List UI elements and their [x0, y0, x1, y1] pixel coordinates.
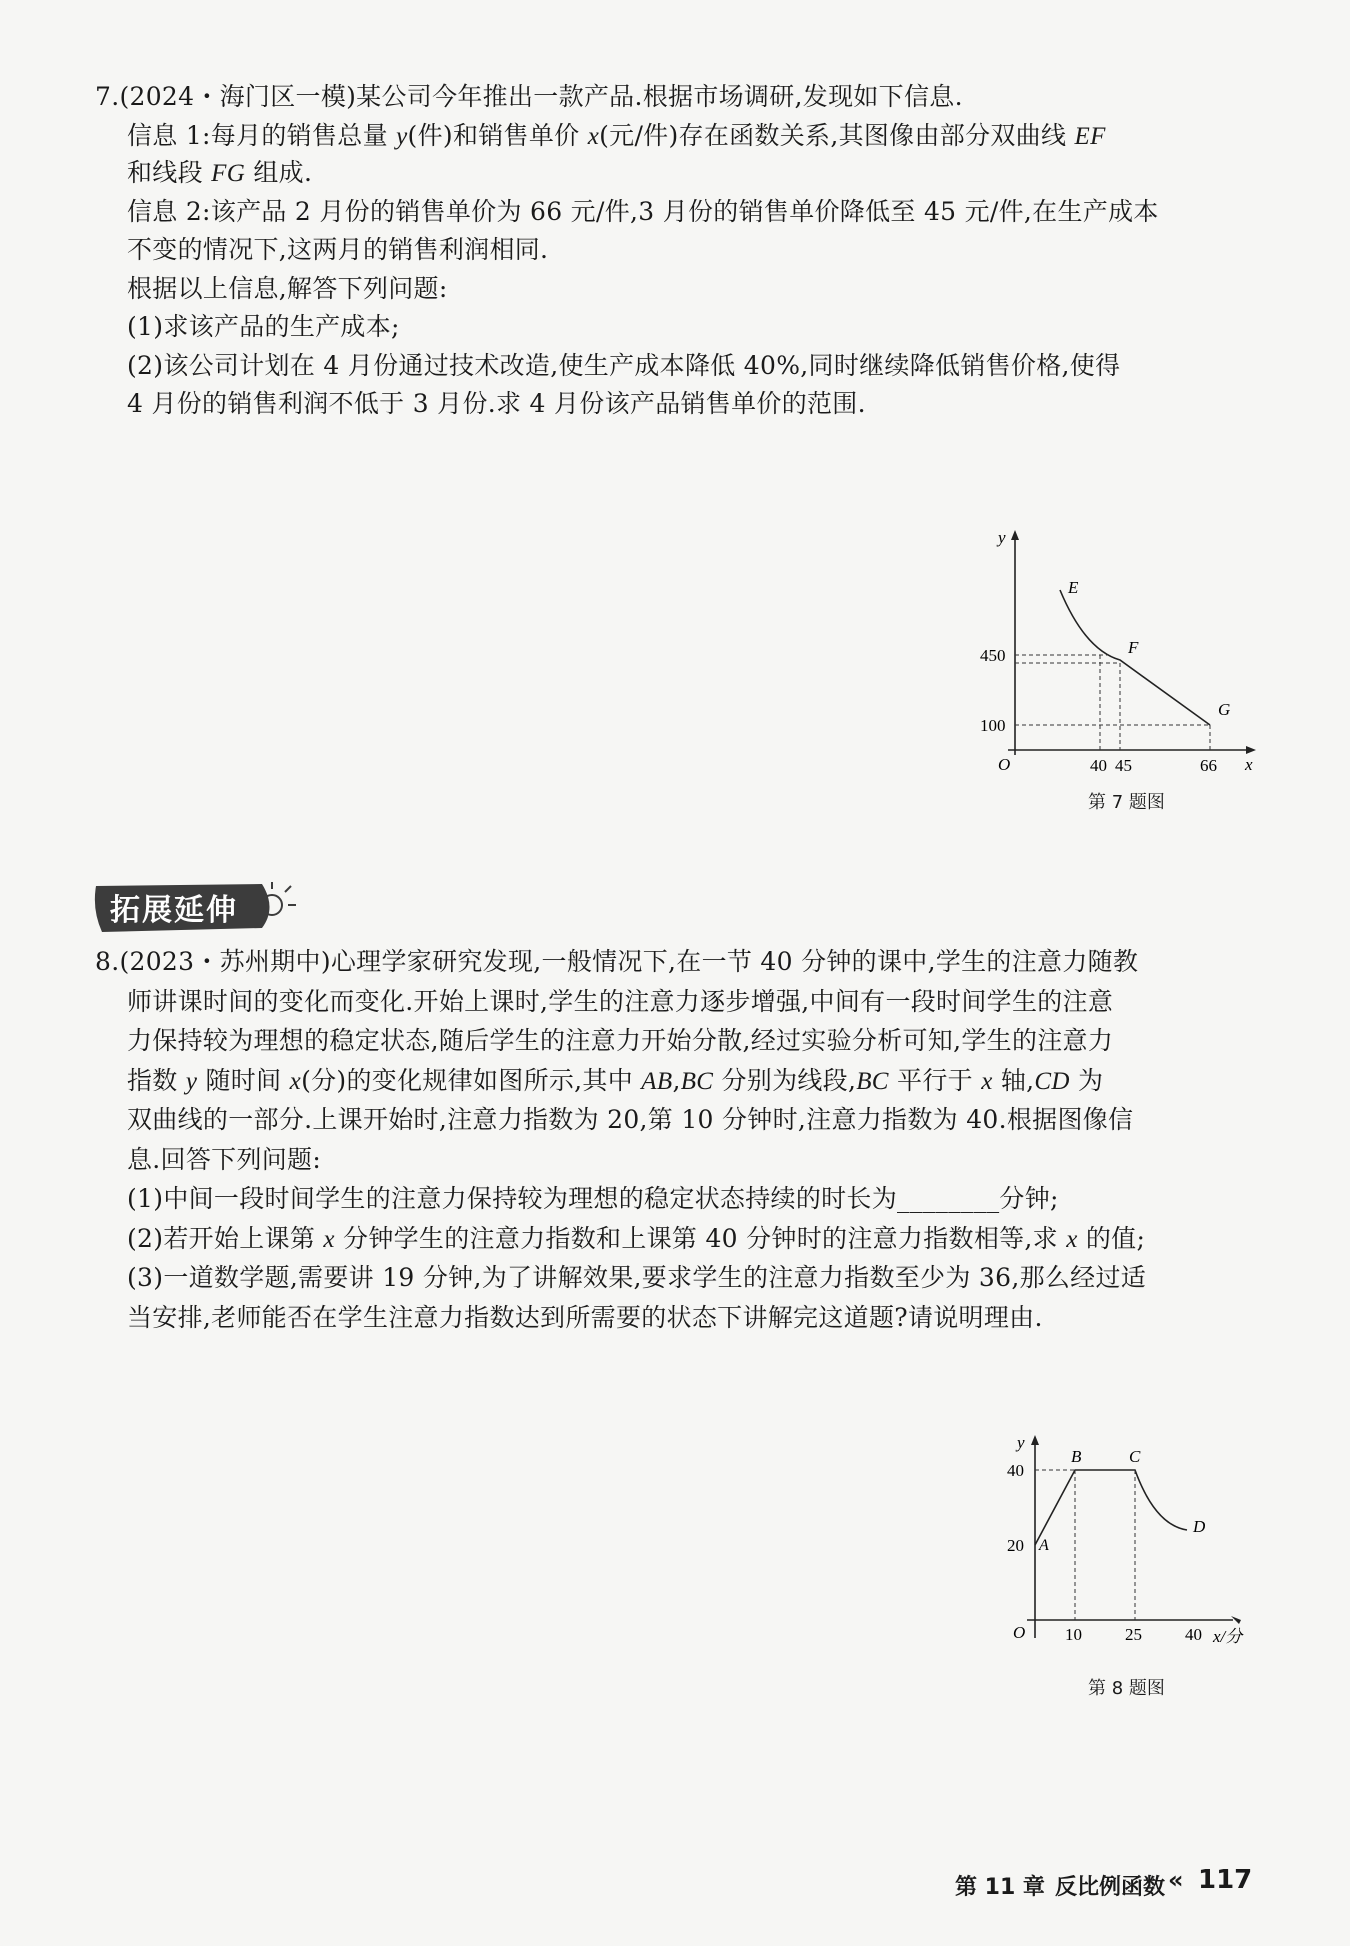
var-x: x — [587, 123, 600, 150]
tick-100: 100 — [980, 716, 1006, 735]
figure-8-caption: 第 8 题图 — [1088, 1678, 1165, 1699]
var-x: x — [323, 1226, 335, 1253]
ray — [285, 886, 291, 892]
var-AB: AB — [641, 1068, 673, 1095]
q8-line-5: 双曲线的一部分.上课开始时,注意力指数为 20,第 10 分钟时,注意力指数为 40.根据图像信 — [127, 1105, 1134, 1134]
q7-line-8: (2)该公司计划在 4 月份通过技术改造,使生产成本降低 40%,同时继续降低销售价格,使得 — [127, 351, 1121, 380]
footer-arrows-icon: « — [1168, 1866, 1184, 1894]
text: (元/件)存在函数关系,其图像由部分双曲线 — [599, 121, 1075, 150]
tick-y40: 40 — [1007, 1461, 1024, 1480]
footer-title: 反比例函数 — [1055, 1875, 1166, 1900]
point-C: C — [1129, 1447, 1141, 1466]
var-BC: BC — [680, 1068, 714, 1095]
text: 轴, — [992, 1066, 1035, 1095]
text: 指数 — [127, 1066, 186, 1095]
tick-40: 40 — [1090, 756, 1107, 775]
text: 分别为线段, — [713, 1066, 857, 1095]
q8-line-7: (1)中间一段时间学生的注意力保持较为理想的稳定状态持续的时长为________分钟; — [127, 1184, 1059, 1213]
q8-line-4 — [127, 1064, 1103, 1099]
y-axis-arrow — [1031, 1435, 1039, 1445]
var-y: y — [185, 1068, 198, 1095]
q7-line-3 — [127, 156, 312, 191]
q7-line-9: 4 月份的销售利润不低于 3 月份.求 4 月份该产品销售单价的范围. — [127, 389, 866, 418]
text: 平行于 — [888, 1066, 982, 1095]
q7-line-5: 不变的情况下,这两月的销售利润相同. — [127, 235, 549, 264]
curve-ABCD — [1035, 1470, 1187, 1545]
x-label: x — [1245, 755, 1253, 774]
q8-line-9: (3)一道数学题,需要讲 19 分钟,为了讲解效果,要求学生的注意力指数至少为 36,那么经过适 — [127, 1263, 1147, 1292]
text: (分)的变化规律如图所示,其中 — [301, 1066, 642, 1095]
var-CD: CD — [1034, 1068, 1070, 1095]
point-F: F — [1128, 638, 1139, 657]
q8-line-3: 力保持较为理想的稳定状态,随后学生的注意力开始分散,经过实验分析可知,学生的注意力 — [127, 1026, 1114, 1055]
tick-x25: 25 — [1125, 1625, 1142, 1644]
y-label: y — [1017, 1433, 1025, 1452]
tick-x10: 10 — [1065, 1625, 1082, 1644]
var-EF: EF — [1074, 123, 1106, 150]
tick-450: 450 — [980, 646, 1006, 665]
point-A: A — [1039, 1537, 1049, 1554]
text: (2)若开始上课第 — [127, 1224, 324, 1253]
tick-x40: 40 — [1185, 1625, 1202, 1644]
text: 分钟学生的注意力指数和上课第 40 分钟时的注意力指数相等,求 — [334, 1224, 1067, 1253]
x-label: x/分 — [1213, 1627, 1243, 1646]
y-axis-arrow — [1011, 530, 1019, 540]
curve-EFG — [1060, 590, 1210, 725]
point-D: D — [1193, 1517, 1206, 1536]
var-x: x — [981, 1068, 993, 1095]
var-BC: BC — [856, 1068, 889, 1095]
figure-8 — [995, 1430, 1265, 1650]
tick-y20: 20 — [1007, 1536, 1024, 1555]
section-title: 拓展延伸 — [110, 893, 238, 928]
q8-line-8 — [127, 1222, 1145, 1257]
q8-line-10: 当安排,老师能否在学生注意力指数达到所需要的状态下讲解完这道题?请说明理由. — [127, 1303, 1043, 1332]
var-x: x — [289, 1068, 302, 1095]
var-y: y — [396, 123, 408, 150]
x-axis-arrow — [1246, 746, 1256, 754]
text: (件)和销售单价 — [407, 121, 588, 150]
text: 组成. — [245, 158, 313, 187]
page-number: 117 — [1198, 1865, 1253, 1895]
text: 信息 1:每月的销售总量 — [127, 121, 397, 150]
point-E: E — [1068, 578, 1079, 597]
text: 和线段 — [127, 158, 212, 187]
text: 的值; — [1077, 1224, 1146, 1253]
tick-45: 45 — [1115, 756, 1132, 775]
q8-line-1: 8.(2023・苏州期中)心理学家研究发现,一般情况下,在一节 40 分钟的课中,学生的注意力随教 — [95, 947, 1139, 976]
figure-7-caption: 第 7 题图 — [1088, 792, 1165, 813]
tick-66: 66 — [1200, 756, 1217, 775]
q7-line-6: 根据以上信息,解答下列问题: — [127, 274, 448, 303]
text: 为 — [1069, 1066, 1104, 1095]
var-x: x — [1066, 1226, 1078, 1253]
q7-line-2 — [127, 119, 1106, 154]
y-label: y — [998, 528, 1006, 547]
origin-label: O — [998, 755, 1011, 774]
text: , — [672, 1066, 681, 1095]
figure-7 — [980, 525, 1260, 775]
q7-line-7: (1)求该产品的生产成本; — [127, 312, 400, 341]
footer-chapter: 第 11 章 — [955, 1875, 1045, 1900]
q7-line-1: 7.(2024・海门区一模)某公司今年推出一款产品.根据市场调研,发现如下信息. — [95, 82, 963, 111]
q7-line-4: 信息 2:该产品 2 月份的销售单价为 66 元/件,3 月份的销售单价降低至 45 元/件,在生产成本 — [127, 197, 1159, 226]
point-B: B — [1071, 1447, 1082, 1466]
q8-line-6: 息.回答下列问题: — [127, 1145, 322, 1174]
point-G: G — [1218, 700, 1231, 719]
text: 随时间 — [197, 1066, 290, 1095]
origin-label: O — [1013, 1623, 1026, 1642]
var-FG: FG — [211, 160, 246, 187]
q8-line-2: 师讲课时间的变化而变化.开始上课时,学生的注意力逐步增强,中间有一段时间学生的注意 — [127, 987, 1114, 1016]
